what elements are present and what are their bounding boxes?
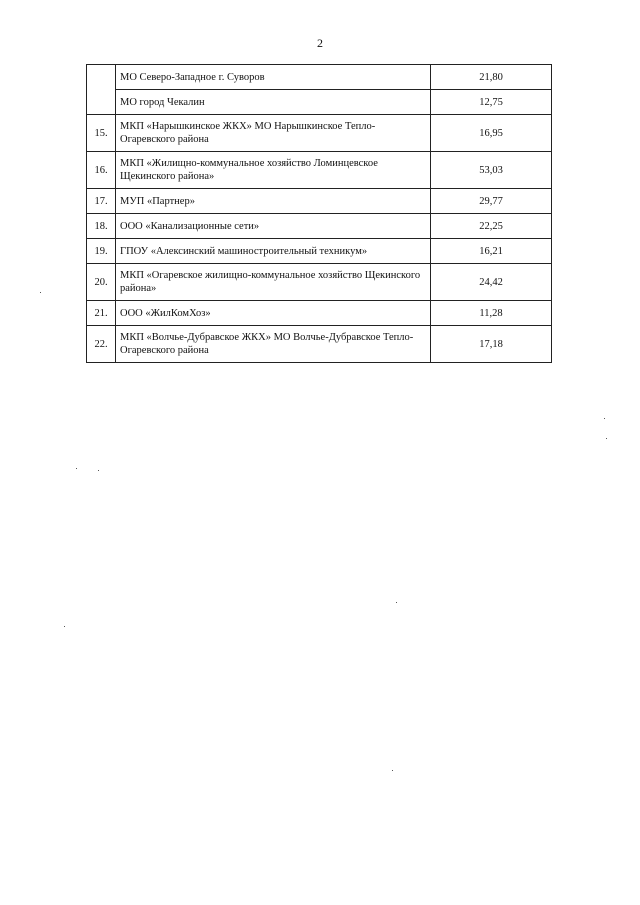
- organization-name: ООО «ЖилКомХоз»: [116, 301, 431, 326]
- table-row: [87, 152, 552, 189]
- table-row: [87, 90, 552, 115]
- tariff-value: 21,80: [431, 65, 552, 90]
- scan-speck: [76, 468, 77, 469]
- scan-speck: [98, 470, 99, 471]
- table-row: [87, 326, 552, 363]
- tariff-value: 11,28: [431, 301, 552, 326]
- scan-speck: [606, 438, 607, 439]
- tariff-table: [86, 64, 552, 363]
- table-row: [87, 214, 552, 239]
- row-number: [87, 65, 116, 115]
- table-row: [87, 264, 552, 301]
- table-row: [87, 301, 552, 326]
- organization-name: МКП «Огаревское жилищно-коммунальное хозяйство Щекинского района»: [116, 264, 431, 301]
- row-number: 21.: [87, 301, 116, 326]
- row-number: 16.: [87, 152, 116, 189]
- organization-name: МКП «Волчье-Дубравское ЖКХ» МО Волчье-Дубравское Тепло-Огаревского района: [116, 326, 431, 363]
- organization-name: ГПОУ «Алексинский машиностроительный техникум»: [116, 239, 431, 264]
- scan-speck: [604, 418, 605, 419]
- organization-name: МО город Чекалин: [116, 90, 431, 115]
- scan-speck: [64, 626, 65, 627]
- organization-name: МО Северо-Западное г. Суворов: [116, 65, 431, 90]
- organization-name: МКП «Жилищно-коммунальное хозяйство Ломинцевское Щекинского района»: [116, 152, 431, 189]
- organization-name: ООО «Канализационные сети»: [116, 214, 431, 239]
- table-row: [87, 115, 552, 152]
- tariff-value: 12,75: [431, 90, 552, 115]
- scan-speck: [392, 770, 393, 771]
- tariff-value: 16,21: [431, 239, 552, 264]
- tariff-value: 17,18: [431, 326, 552, 363]
- tariff-value: 16,95: [431, 115, 552, 152]
- row-number: 17.: [87, 189, 116, 214]
- tariff-value: 24,42: [431, 264, 552, 301]
- scan-speck: [40, 292, 41, 293]
- table-row: [87, 65, 552, 90]
- organization-name: МКП «Нарышкинское ЖКХ» МО Нарышкинское Тепло-Огаревского района: [116, 115, 431, 152]
- organization-name: МУП «Партнер»: [116, 189, 431, 214]
- tariff-value: 29,77: [431, 189, 552, 214]
- tariff-value: 22,25: [431, 214, 552, 239]
- scan-noise-strip: [100, 884, 610, 888]
- table-row: [87, 189, 552, 214]
- tariff-value: 53,03: [431, 152, 552, 189]
- row-number: 20.: [87, 264, 116, 301]
- row-number: 19.: [87, 239, 116, 264]
- row-number: 15.: [87, 115, 116, 152]
- table-row: [87, 239, 552, 264]
- page-number: 2: [317, 36, 323, 50]
- scan-speck: [396, 602, 397, 603]
- row-number: 22.: [87, 326, 116, 363]
- row-number: 18.: [87, 214, 116, 239]
